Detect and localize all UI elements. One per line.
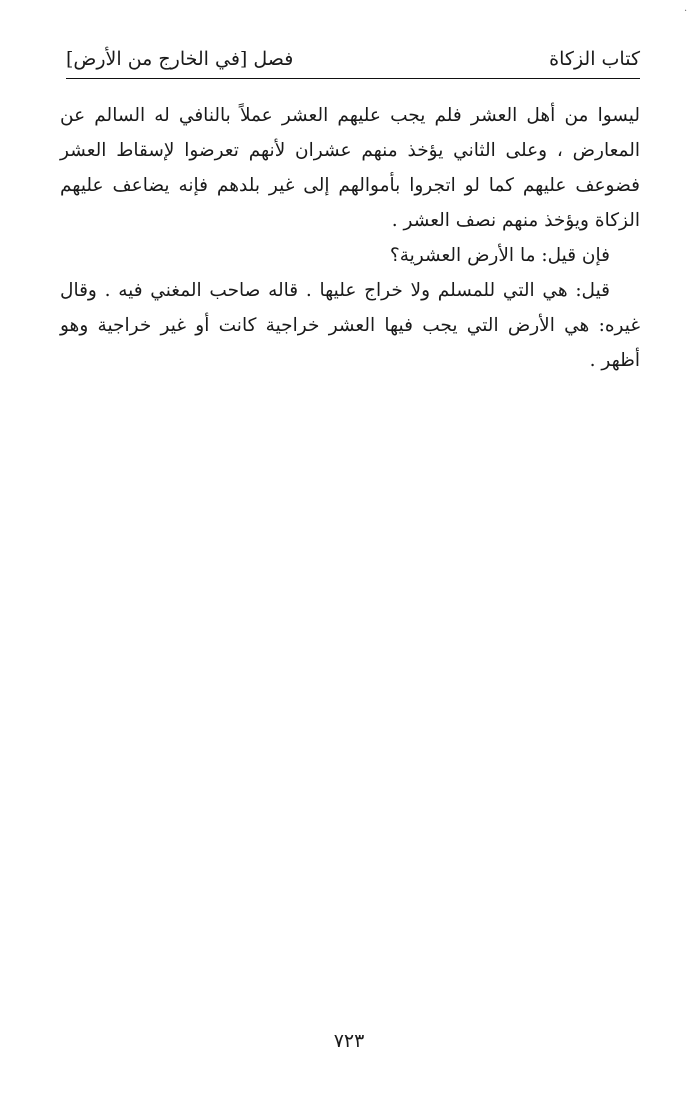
- section-title: فصل [في الخارج من الأرض]: [66, 48, 294, 70]
- body-text: [60, 98, 640, 378]
- book-title: كتاب الزكاة: [549, 48, 640, 70]
- paragraph: قيل: هي التي للمسلم ولا خراج عليها . قاله صاحب المغني فيه . وقال غيره: هي الأرض التي يجب فيها العشر خراجية كانت أو غير خراجية وهو أظهر .: [60, 280, 640, 371]
- paragraph: ليسوا من أهل العشر فلم يجب عليهم العشر عملاً بالنافي له السالم عن المعارض ، وعلى الثاني يؤخذ منهم عشران لأنهم تعرضوا لإسقاط العشر فضوعف عليهم كما لو اتجروا بأموالهم إلى غير بلدهم فإنه يضاعف عليهم الزكاة ويؤخذ منهم نصف العشر .: [60, 105, 640, 231]
- header-rule: [66, 78, 640, 79]
- running-header: [66, 42, 640, 70]
- page-number: ٧٢٣: [333, 1030, 365, 1052]
- scan-corner-mark: ·: [684, 6, 688, 17]
- paragraph: فإن قيل: ما الأرض العشرية؟: [389, 245, 610, 266]
